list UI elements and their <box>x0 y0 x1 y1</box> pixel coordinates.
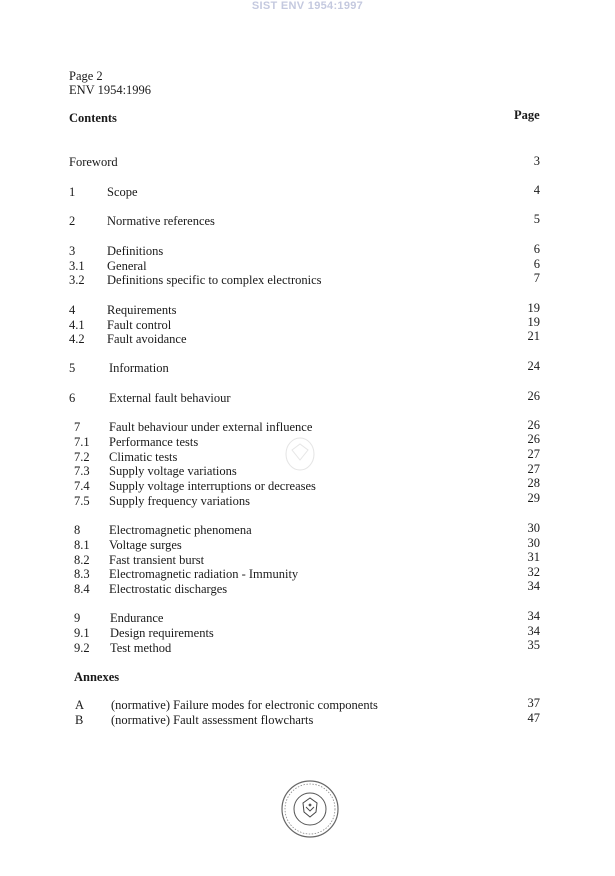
toc-entry-title[interactable]: Electrostatic discharges <box>109 582 228 596</box>
toc-entry-number: 8 <box>74 523 81 537</box>
toc-entry-number: 1 <box>69 185 76 199</box>
toc-entry-title[interactable]: Requirements <box>107 303 177 317</box>
toc-entry-page: 6 <box>533 242 540 256</box>
toc-entry-title[interactable]: Electromagnetic radiation - Immunity <box>109 567 299 581</box>
toc-entry-number: 9 <box>74 611 81 625</box>
toc-entry-title[interactable]: Fault avoidance <box>107 332 187 346</box>
toc-entry-number: 3.2 <box>69 273 85 287</box>
toc-entry-title[interactable]: Information <box>109 361 169 375</box>
toc-entry-number: 9.1 <box>74 626 90 640</box>
toc-entry-page: 30 <box>527 521 540 535</box>
toc-entry-number: 6 <box>69 391 76 405</box>
toc-entry-page: 31 <box>527 550 540 564</box>
toc-entry-page: 26 <box>527 432 540 446</box>
toc-entry-page: 30 <box>527 536 540 550</box>
toc-entry-number: 7.2 <box>74 450 90 464</box>
toc-entry-title[interactable]: Climatic tests <box>109 450 178 464</box>
document-id-header: ENV 1954:1996 <box>69 83 152 97</box>
toc-entry-title[interactable]: General <box>107 259 147 273</box>
toc-entry-page: 19 <box>527 315 540 329</box>
toc-entry-page: 4 <box>533 183 540 197</box>
toc-entry-number: 3.1 <box>69 259 85 273</box>
faint-stamp-mark <box>240 436 400 536</box>
annexes-heading: Annexes <box>74 670 120 684</box>
toc-entry-title[interactable]: Fault control <box>107 318 172 332</box>
toc-entry-title[interactable]: Fault behaviour under external influence <box>109 420 313 434</box>
toc-entry-page: 7 <box>533 271 540 285</box>
toc-entry-number: 8.3 <box>74 567 90 581</box>
toc-entry-number: 8.4 <box>74 582 90 596</box>
toc-entry-title[interactable]: Normative references <box>107 214 215 228</box>
toc-entry-page: 34 <box>527 624 540 638</box>
toc-entry-page: 26 <box>527 389 540 403</box>
toc-entry-page: 27 <box>527 447 540 461</box>
toc-entry-page: 34 <box>527 579 540 593</box>
toc-entry-number: 8.1 <box>74 538 90 552</box>
toc-entry-number: 9.2 <box>74 641 90 655</box>
toc-entry-title[interactable]: Foreword <box>69 155 118 169</box>
toc-entry-page: 29 <box>527 491 540 505</box>
toc-entry-page: 5 <box>533 212 540 226</box>
toc-entry-number: 7.3 <box>74 464 90 478</box>
toc-entry-title[interactable]: Design requirements <box>110 626 214 640</box>
toc-entry-number: 7.1 <box>74 435 90 449</box>
toc-entry-page: 32 <box>527 565 540 579</box>
contents-heading: Contents <box>69 111 117 125</box>
annex-letter: B <box>75 713 84 727</box>
toc-entry-title[interactable]: Supply voltage variations <box>109 464 237 478</box>
toc-entry-title[interactable]: Test method <box>110 641 172 655</box>
toc-entry-number: 4.2 <box>69 332 85 346</box>
toc-entry-number: 2 <box>69 214 76 228</box>
toc-entry-page: 6 <box>533 257 540 271</box>
toc-entry-page: 21 <box>527 329 540 343</box>
toc-entry-title[interactable]: Performance tests <box>109 435 199 449</box>
toc-entry-number: 4 <box>69 303 76 317</box>
toc-entry-page: 27 <box>527 462 540 476</box>
page-number-header: Page 2 <box>69 69 103 83</box>
toc-entry-title[interactable]: Supply frequency variations <box>109 494 250 508</box>
toc-entry-title[interactable]: Scope <box>107 185 138 199</box>
toc-entry-title[interactable]: Definitions <box>107 244 164 258</box>
toc-entry-number: 4.1 <box>69 318 85 332</box>
toc-entry-page: 26 <box>527 418 540 432</box>
annex-page: 37 <box>527 696 540 710</box>
watermark: SIST ENV 1954:1997 <box>251 0 364 12</box>
toc-entry-number: 7.5 <box>74 494 90 508</box>
toc-entry-page: 19 <box>527 301 540 315</box>
annex-title[interactable]: (normative) Failure modes for electronic components <box>111 698 378 712</box>
official-seal-icon <box>280 779 340 839</box>
annex-letter: A <box>75 698 85 712</box>
annex-page: 47 <box>527 711 540 725</box>
toc-entry-page: 35 <box>527 638 540 652</box>
toc-entry-page: 34 <box>527 609 540 623</box>
toc-entry-title[interactable]: Fast transient burst <box>109 553 205 567</box>
toc-entry-title[interactable]: Endurance <box>110 611 164 625</box>
toc-entry-title[interactable]: Supply voltage interruptions or decreases <box>109 479 316 493</box>
toc-entry-number: 5 <box>69 361 76 375</box>
toc-entry-number: 7 <box>74 420 81 434</box>
toc-entry-page: 3 <box>533 154 540 168</box>
toc-entry-title[interactable]: Definitions specific to complex electronics <box>107 273 322 287</box>
toc-entry-title[interactable]: External fault behaviour <box>109 391 231 405</box>
annex-title[interactable]: (normative) Fault assessment flowcharts <box>111 713 314 727</box>
toc-entry-title[interactable]: Voltage surges <box>109 538 182 552</box>
page-column-heading: Page <box>514 108 540 122</box>
toc-entry-title[interactable]: Electromagnetic phenomena <box>109 523 252 537</box>
toc-entry-number: 3 <box>69 244 76 258</box>
toc-entry-page: 24 <box>527 359 540 373</box>
toc-entry-number: 7.4 <box>74 479 90 493</box>
toc-entry-page: 28 <box>527 476 540 490</box>
toc-entry-number: 8.2 <box>74 553 90 567</box>
